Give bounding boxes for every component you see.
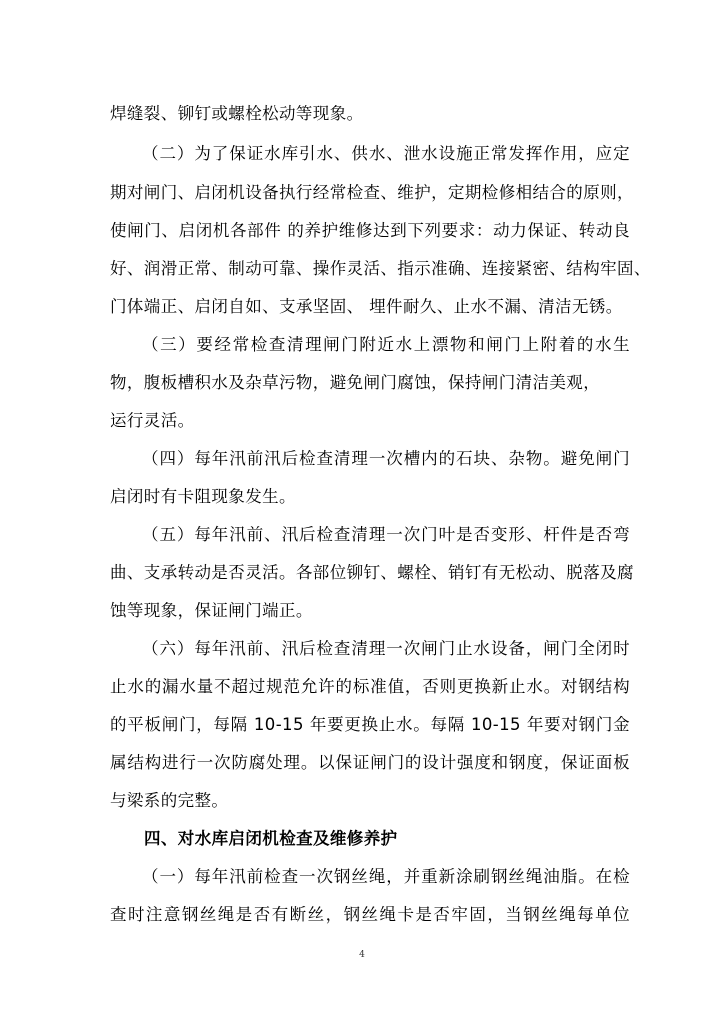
text-line-5: 好、润滑正常、制动可靠、操作灵活、指示准确、连接紧密、结构牢固、	[110, 259, 651, 278]
text-line-13: 曲、支承转动是否灵活。各部位铆钉、螺栓、销钉有无松动、脱落及腐	[110, 563, 634, 582]
text-line-1: 焊缝裂、铆钉或螺栓松动等现象。	[110, 104, 364, 123]
text-line-18: 属结构进行一次防腐处理。以保证闸门的设计强度和钢度，保证面板	[110, 753, 630, 772]
text-line-17: 的平板闸门，每隔 10-15 年要更换止水。每隔 10-15 年要对钢门金	[110, 715, 630, 734]
text-line-8: 物，腹板槽积水及杂草污物，避免闸门腐蚀，保持闸门清洁美观，	[110, 373, 601, 392]
text-line-15: （六）每年汛前、汛后检查清理一次闸门止水设备，闸门全闭时	[142, 639, 630, 658]
text-line-12: （五）每年汛前、汛后检查清理一次门叶是否变形、杆件是否弯	[142, 525, 630, 544]
text-line-6: 门体端正、启闭自如、支承坚固、 埋件耐久、止水不漏、清洁无锈。	[110, 297, 623, 316]
text-line-9: 运行灵活。	[110, 411, 195, 430]
text-line-10: （四）每年汛前汛后检查清理一次槽内的石块、杂物。避免闸门	[142, 449, 630, 468]
text-line-16: 止水的漏水量不超过规范允许的标准值，否则更换新止水。对钢结构	[110, 677, 630, 696]
text-line-14: 蚀等现象，保证闸门端正。	[110, 601, 313, 620]
page-number: 4	[359, 950, 365, 960]
text-line-2: （二）为了保证水库引水、供水、泄水设施正常发挥作用，应定	[142, 144, 630, 163]
text-line-3: 期对闸门、启闭机设备执行经常检查、维护，定期检修相结合的原则，	[110, 183, 634, 202]
text-line-21: （一）每年汛前检查一次钢丝绳，并重新涂刷钢丝绳油脂。在检	[142, 867, 630, 886]
text-line-4: 使闸门、启闭机各部件 的养护维修达到下列要求：动力保证、转动良	[110, 221, 630, 240]
text-line-22: 查时注意钢丝绳是否有断丝，钢丝绳卡是否牢固，当钢丝绳每单位	[110, 905, 630, 924]
text-line-11: 启闭时有卡阻现象发生。	[110, 487, 296, 506]
section-heading: 四、对水库启闭机检查及维修养护	[144, 829, 398, 848]
text-line-19: 与梁系的完整。	[110, 791, 229, 810]
text-line-7: （三）要经常检查清理闸门附近水上漂物和闸门上附着的水生	[142, 335, 630, 354]
